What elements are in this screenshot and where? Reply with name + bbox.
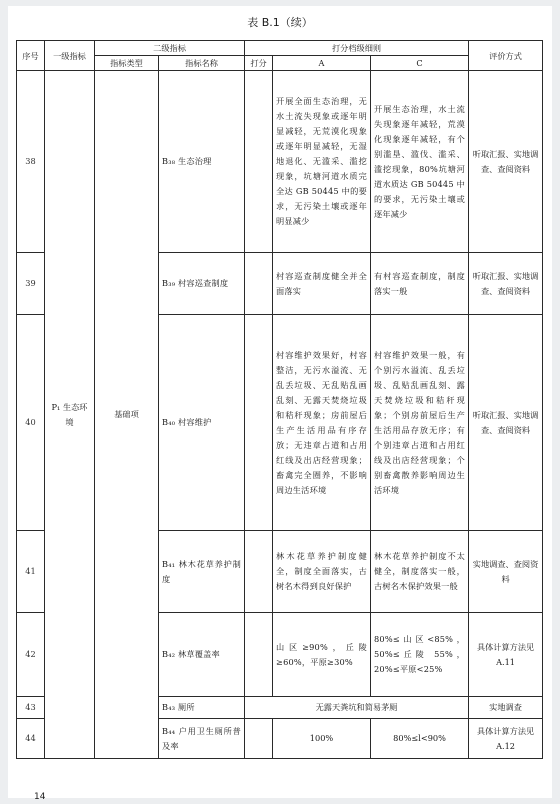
evaluation-table — [16, 40, 543, 759]
header-scoring: 打分档级细则 — [245, 41, 469, 56]
header-level1: 一级指标 — [45, 41, 95, 71]
score-cell — [245, 531, 273, 613]
row-seq: 43 — [17, 697, 45, 719]
grade-a-text: 山区≥90%，丘陵≥60%，平原≥30% — [273, 613, 371, 697]
grade-a-text: 100% — [273, 719, 371, 759]
header-indicator-name: 指标名称 — [159, 56, 245, 71]
score-cell — [245, 71, 273, 253]
header-score: 打分 — [245, 56, 273, 71]
evaluation-method: 听取汇报、实地调查、查阅资料 — [469, 253, 543, 315]
indicator-name: B₃₈ 生态治理 — [159, 71, 245, 253]
indicator-name: B₄₄ 户用卫生厕所普及率 — [159, 719, 245, 759]
row-seq: 38 — [17, 71, 45, 253]
header-grade-a: A — [273, 56, 371, 71]
evaluation-method: 实地调查 — [469, 697, 543, 719]
evaluation-method: 具体计算方法见 A.12 — [469, 719, 543, 759]
indicator-name: B₃₉ 村容巡查制度 — [159, 253, 245, 315]
header-grade-c: C — [371, 56, 469, 71]
grade-a-text: 林木花草养护制度健全，制度全面落实，古树名木得到良好保护 — [273, 531, 371, 613]
document-page — [8, 6, 552, 802]
grade-c-text: 80%≤山区<85%，50%≤丘陵 55%，20%≤平原<25% — [371, 613, 469, 697]
row-seq: 41 — [17, 531, 45, 613]
grade-c-text: 村容维护效果一般，有个别污水溢流、乱丢垃圾、乱贴乱画乱刻、露天焚烧垃圾和秸秆现象；个别房前屋后生产生活用品存放无序；有个别违章占道和占用红线及出店经营现象；个别畜禽散养影响周边生活环境 — [371, 315, 469, 531]
row-seq: 40 — [17, 315, 45, 531]
grade-c-text: 80%≤l<90% — [371, 719, 469, 759]
grade-c-text: 开展生态治理，水土流失现象逐年减轻，荒漠化现象逐年减轻，有个别滥垦、滥伐、滥采、滥挖现象，80%坑塘河道水质达 GB 50445 中的要求，无污染土壤或逐年减少 — [371, 71, 469, 253]
row-seq: 44 — [17, 719, 45, 759]
grade-c-text: 林木花草养护制度不太健全，制度落实一般，古树名木保护效果一般 — [371, 531, 469, 613]
grade-c-text: 有村容巡查制度，制度落实一般 — [371, 253, 469, 315]
evaluation-method: 听取汇报、实地调查、查阅资料 — [469, 315, 543, 531]
table-caption: 表 B.1（续） — [247, 16, 313, 29]
indicator-name: B₄₀ 村容维护 — [159, 315, 245, 531]
header-row-2 — [17, 56, 543, 71]
merged-grade-text: 无露天粪坑和简易茅厕 — [245, 697, 469, 719]
grade-a-text: 村容维护效果好，村容整洁，无污水溢流、无乱丢垃圾、无乱贴乱画乱刻、无露天焚烧垃圾和秸秆现象；房前屋后生产生活用品有序存放；无违章占道和占用红线及出店经营现象；畜禽完全圈养，不影响周边生活环境 — [273, 315, 371, 531]
score-cell — [245, 253, 273, 315]
row-seq: 39 — [17, 253, 45, 315]
indicator-name: B₄₂ 林草覆盖率 — [159, 613, 245, 697]
evaluation-method: 实地调查、查阅资料 — [469, 531, 543, 613]
evaluation-method: 听取汇报、实地调查、查阅资料 — [469, 71, 543, 253]
indicator-name: B₄₁ 林木花草养护制度 — [159, 531, 245, 613]
table-row — [17, 71, 543, 253]
score-cell — [245, 719, 273, 759]
page-number: 14 — [34, 792, 46, 802]
row-seq: 42 — [17, 613, 45, 697]
indicator-name: B₄₃ 厕所 — [159, 697, 245, 719]
score-cell — [245, 315, 273, 531]
score-cell — [245, 613, 273, 697]
evaluation-method: 具体计算方法见 A.11 — [469, 613, 543, 697]
header-level2: 二级指标 — [95, 41, 245, 56]
grade-a-text: 开展全面生态治理，无水土流失现象或逐年明显减轻，无荒漠化现象或逐年明显减轻，无湿地退化、无滥采、滥挖现象，坑塘河道水质完全达 GB 50445 中的要求，无污染土壤或逐年明显减少 — [273, 71, 371, 253]
header-row-1 — [17, 41, 543, 56]
grade-a-text: 村容巡查制度健全并全面落实 — [273, 253, 371, 315]
header-indicator-type: 指标类型 — [95, 56, 159, 71]
indicator-type-cell: 基础项 — [95, 71, 159, 759]
header-seq: 序号 — [17, 41, 45, 71]
level1-cell: P₁ 生态环境 — [45, 71, 95, 759]
header-method: 评价方式 — [469, 41, 543, 71]
